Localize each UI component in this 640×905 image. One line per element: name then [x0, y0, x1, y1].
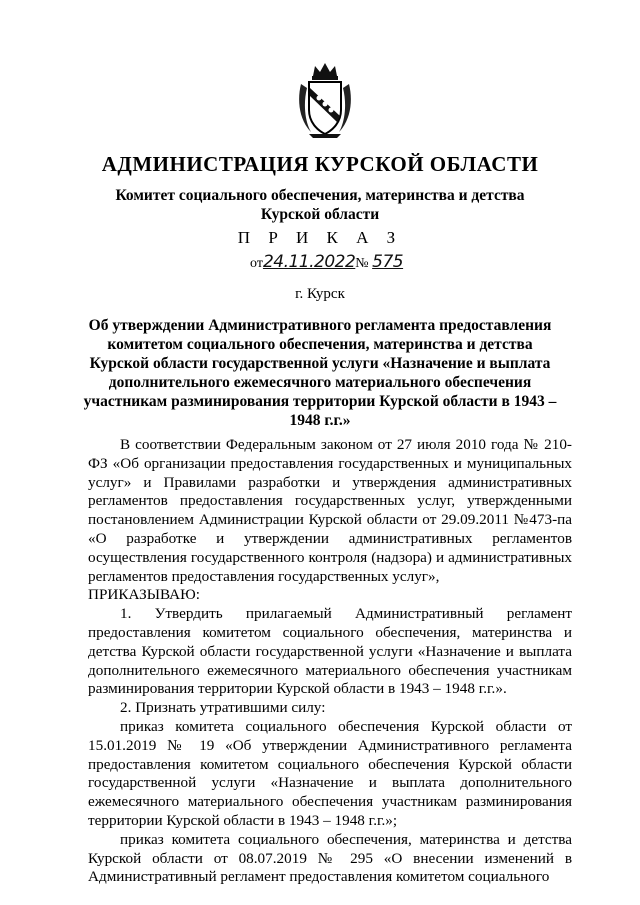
coat-of-arms-icon — [295, 60, 355, 140]
order-word: ПРИКАЗЫВАЮ: — [88, 586, 200, 604]
committee-name — [60, 186, 580, 224]
document-body — [88, 436, 572, 887]
paragraph-preamble: В соответствии Федеральным законом от 27 июля 2010 года № 210-ФЗ «Об организации предоставления государственных и муниципальных услуг» и Правилами разработки и утверждения административных регламентов предоставления государственных услуг, утвержденными постановлением Администрации Курской области от 29.09.2011 №473-па «О разработке и утверждении административных регламентов осуществления государственного контроля (надзора) и административных регламентов предоставления государственных услуг», — [88, 436, 572, 585]
order-number: 575 — [372, 252, 404, 272]
order-date-number — [250, 252, 450, 274]
paragraph-item-2: 2. Признать утратившими силу: — [120, 699, 326, 717]
paragraph-repealed-1: приказ комитета социального обеспечения Курской области от 15.01.2019 № 19 «Об утверждении Административного регламента предоставления комитетом социального обеспечения Курской области государственной услуги «Назначение и выплата дополнительного ежемесячного материального обеспечения участникам разминирования территории Курской области в 1943 – 1948 г.г.»; — [88, 717, 572, 829]
order-number-label: № — [355, 256, 369, 271]
committee-line-2: Курской области — [260, 206, 380, 223]
organization-title: АДМИНИСТРАЦИЯ КУРСКОЙ ОБЛАСТИ — [101, 152, 539, 176]
order-date: 24.11.2022 — [262, 252, 356, 272]
city: г. Курск — [295, 286, 345, 302]
order-subject: Об утверждении Административного регламента предоставления комитетом социального обеспечения, материнства и детства Курской области государственной услуги «Назначение и выплата дополнительного ежемесячного материального обеспечения участникам разминирования территории Курской области в 1943 – 1948 г.г.» — [83, 317, 557, 429]
paragraph-item-1: 1. Утвердить прилагаемый Административный регламент предоставления комитетом социального обеспечения, материнства и детства Курской области государственной услуги «Назначение и выплата дополнительного ежемесячного материального обеспечения участникам разминирования территории Курской области в 1943 – 1948 г.г.». — [88, 605, 572, 698]
committee-line-1: Комитет социального обеспечения, материнства и детства — [115, 187, 525, 204]
paragraph-repealed-2: приказ комитета социального обеспечения, материнства и детства Курской области от 08.07.2019 № 295 «О внесении изменений в Административный регламент предоставления комитетом социального — [88, 830, 572, 886]
document-type: П Р И К А З — [237, 228, 403, 247]
order-from-label: от — [250, 256, 263, 271]
